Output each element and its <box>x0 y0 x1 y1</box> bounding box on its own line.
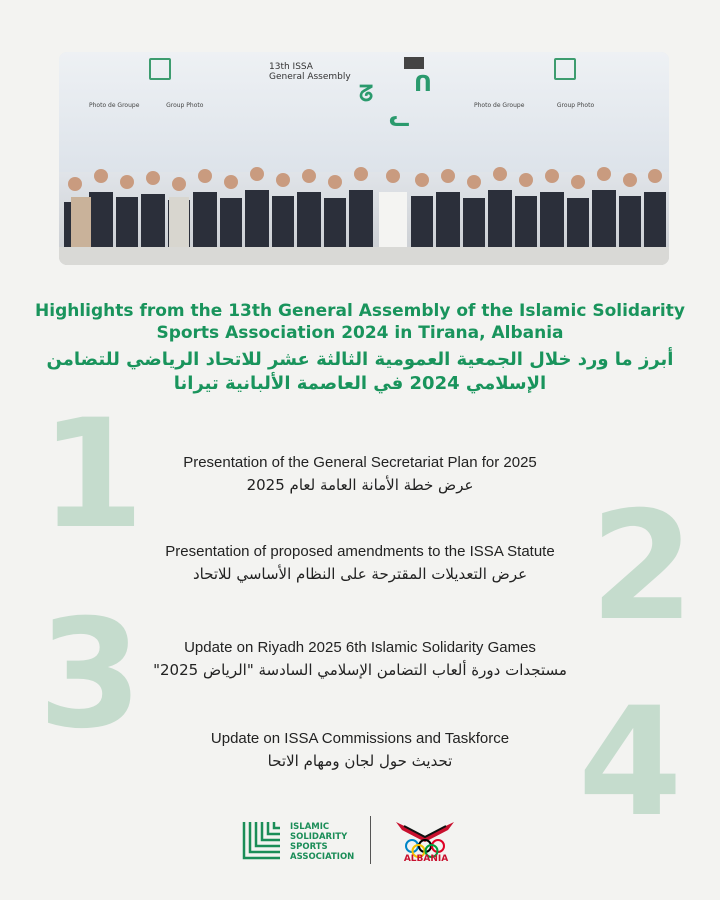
title-english: Highlights from the 13th General Assembly of the Islamic Solidarity Sports Association 2024 in Tirana, Albania <box>35 301 685 343</box>
item-3-english: Update on Riyadh 2025 6th Islamic Solidarity Games <box>184 639 536 656</box>
footer-divider <box>370 816 371 864</box>
highlight-item-3 <box>90 637 630 681</box>
photo-floor <box>59 247 669 265</box>
sign-left-2: Group Photo <box>166 102 204 109</box>
issa-line-4: ASSOCIATION <box>290 852 355 862</box>
calligraphy-decoration-icon: ᑎ <box>414 72 432 97</box>
item-4-english: Update on ISSA Commissions and Taskforce <box>210 730 510 747</box>
sign-right-2: Group Photo <box>556 102 595 109</box>
photo-banner <box>269 62 351 82</box>
albania-flag-icon <box>404 57 424 69</box>
item-2-arabic: عرض التعديلات المقترحة على النظام الأساسي للاتحاد <box>192 565 528 583</box>
sign-right-1: Photo de Groupe <box>474 102 525 109</box>
calligraphy-decoration-icon: ᓚ <box>389 107 410 132</box>
number-3: 3 <box>38 588 143 762</box>
group-photo <box>59 52 669 265</box>
item-3-arabic: مستجدات دورة ألعاب التضامن الإسلامي السادسة "الرياض 2025" <box>153 661 567 679</box>
calligraphy-decoration-icon: ᘔ <box>359 82 374 107</box>
item-1-english: Presentation of the General Secretariat Plan for 2025 <box>183 454 537 471</box>
banner-line-1: 13th ISSA <box>269 62 313 72</box>
issa-line-1: ISLAMIC <box>290 822 330 832</box>
banner-line-2: General Assembly <box>269 72 351 82</box>
footer-logos <box>0 812 720 872</box>
issa-logo-icon <box>149 58 171 80</box>
highlight-item-4 <box>90 728 630 772</box>
albania-label: ALBANIA <box>403 854 449 864</box>
photo-sign-right <box>474 102 594 109</box>
issa-emblem-icon <box>240 818 284 862</box>
number-4: 4 <box>578 676 683 850</box>
title-arabic: أبرز ما ورد خلال الجمعية العمومية الثالثة عشر للاتحاد الرياضي للتضامن الإسلامي 2024 في العاصمة الألبانية تيرانا <box>46 349 674 394</box>
number-2: 2 <box>590 480 695 654</box>
item-2-english: Presentation of proposed amendments to the ISSA Statute <box>165 543 555 560</box>
sign-left-1: Photo de Groupe <box>89 102 140 109</box>
item-1-arabic: عرض خطة الأمانة العامة لعام 2025 <box>246 476 474 494</box>
issa-line-2: SOLIDARITY <box>290 832 348 842</box>
photo-sign-left <box>89 102 203 109</box>
item-4-arabic: تحديث حول لجان ومهام الاتحا <box>267 752 453 770</box>
highlight-item-2 <box>90 541 630 585</box>
highlight-item-1 <box>90 452 630 496</box>
number-1: 1 <box>40 388 145 562</box>
issa-logo-icon <box>554 58 576 80</box>
issa-wordmark <box>290 822 354 862</box>
issa-line-3: SPORTS <box>290 842 328 852</box>
